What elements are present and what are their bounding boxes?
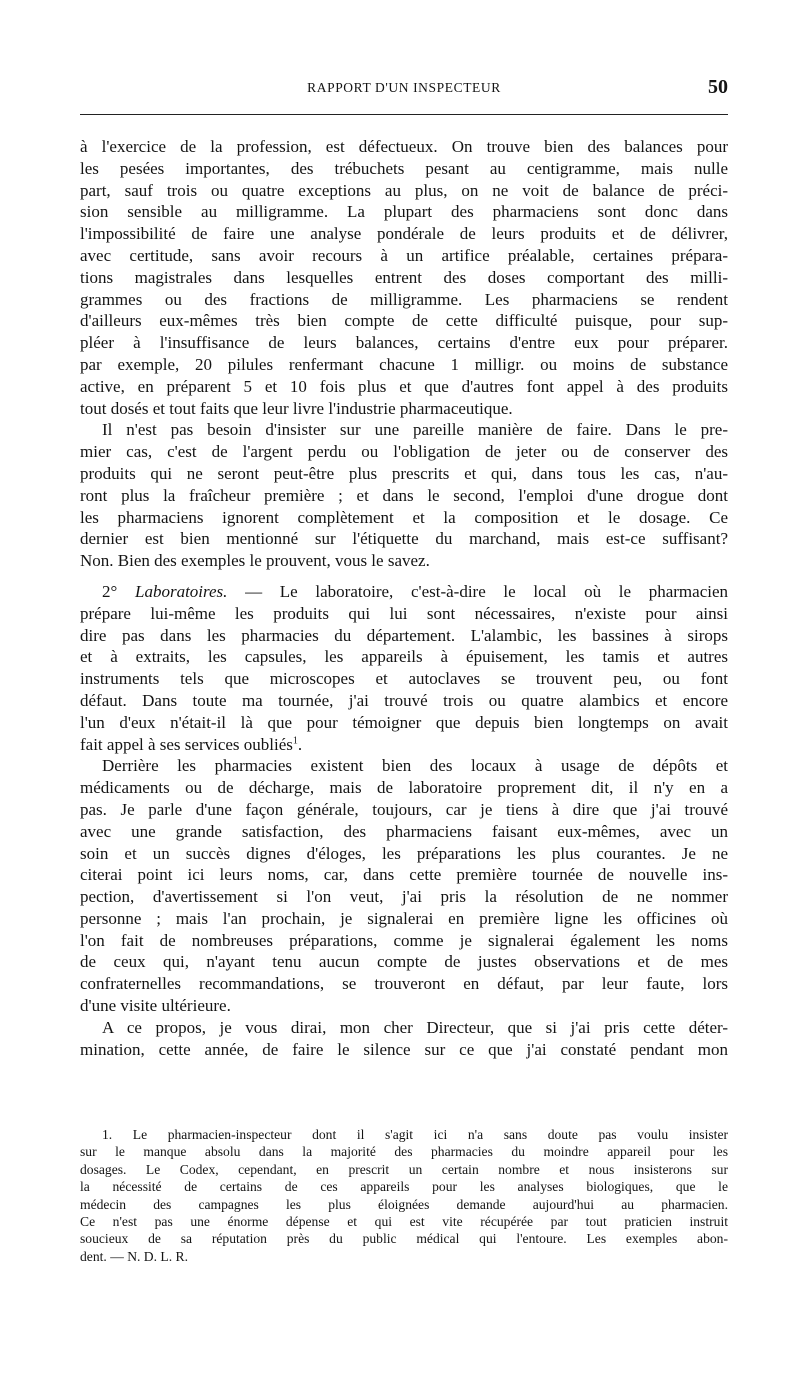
text-line: médicaments ou de décharge, mais de laboratoire proprement dit, il n'y en a (80, 778, 728, 798)
paragraph-directeur (80, 1017, 728, 1061)
footnote-line: la nécessité de certains de ces appareils pour les analyses biologiques, que le (80, 1179, 728, 1195)
running-title: RAPPORT D'UN INSPECTEUR (307, 80, 501, 95)
text-line: d'ailleurs eux-mêmes très bien compte de cette difficulté puisque, pour sup- (80, 311, 728, 331)
footnote-line: soucieux de sa réputation près du public médical qui l'entoure. Les exemples abon- (80, 1231, 728, 1247)
text-line: avec certitude, sans avoir recours à un artifice préalable, certaines prépara- (80, 245, 728, 265)
paragraph-locaux (80, 755, 728, 1017)
text-fragment: . (297, 734, 303, 754)
footnote (80, 1126, 728, 1265)
text-line: par exemple, 20 pilules renfermant chacune 1 milligr. ou moins de substance (80, 354, 728, 374)
page-header (80, 76, 728, 108)
section-laboratoires (80, 581, 728, 755)
text-line: pléer à l'insuffisance de leurs balances, certains d'entre eux pour préparer. (80, 333, 728, 353)
text-line: l'un d'eux n'était-il là que pour témoigner que depuis bien longtemps on avait (80, 712, 728, 732)
text-line: A ce propos, je vous dirai, mon cher Directeur, que si j'ai pris cette déter- (102, 1017, 728, 1037)
text-line: dernier est bien mentionné sur l'étiquette du marchand, mais est-ce suffisant? (80, 529, 728, 549)
footnote-line: Ce n'est pas une énorme dépense et qui est vite récupérée par tout praticien instruit (80, 1214, 728, 1230)
text-line: pection, d'avertissement si l'on veut, j'ai pris la résolution de ne nommer (80, 887, 728, 907)
header-rule (80, 114, 728, 115)
text-line: dire pas dans les pharmacies du département. L'alambic, les bassines à sirops (80, 625, 728, 645)
section-title: Laboratoires. (135, 581, 228, 601)
footnote-line: 1. Le pharmacien-inspecteur dont il s'agit ici n'a sans doute pas voulu insister (102, 1127, 728, 1142)
text-line: mier cas, c'est de l'argent perdu ou l'obligation de jeter ou de conserver des (80, 442, 728, 462)
text-line: de ceux qui, n'ayant tenu aucun compte de justes observations et de mes (80, 952, 728, 972)
text-line: confraternelles recommandations, se trouveront en défaut, par leur faute, lors (80, 974, 728, 994)
footnote-line: médecin des campagnes les plus éloignées demande aujourd'hui au pharmacien. (80, 1196, 728, 1212)
text-line-with-footnote (80, 734, 728, 756)
footnote-line: sur le manque absolu dans la majorité des pharmacies du moindre appareil pour les (80, 1144, 728, 1160)
text-line: mination, cette année, de faire le silence sur ce que j'ai constaté pendant mon (80, 1039, 728, 1059)
text-line: prépare lui-même les produits qui lui sont nécessaires, n'existe pour ainsi (80, 603, 728, 623)
text-line: et à extraits, les capsules, les appareils à épuisement, les tamis et autres (80, 647, 728, 667)
page-number: 50 (708, 76, 728, 98)
text-fragment: fait appel à ses services oubliés (80, 734, 293, 754)
text-line: l'impossibilité de faire une analyse pondérale de leurs produits et de délivrer, (80, 224, 728, 244)
text-line: produits qui ne seront peut-être plus prescrits et qui, dans tous les cas, n'au- (80, 463, 728, 483)
text-line: personne ; mais l'an prochain, je signalerai en première ligne les officines où (80, 908, 728, 928)
text-line: l'on fait de nombreuses préparations, comme je signalerai également les noms (80, 930, 728, 950)
footnote-mark: 1 (292, 734, 298, 746)
text-line: tout dosés et tout faits que leur livre l'industrie pharmaceutique. (80, 398, 513, 418)
footnote-line: dosages. Le Codex, cependant, en prescrit un certain nombre et nous insisterons sur (80, 1161, 728, 1177)
text-line: soin et un succès dignes d'éloges, les préparations les plus courantes. Je ne (80, 843, 728, 863)
text-line: pas. Je parle d'une façon générale, toujours, car je tiens à dire que j'ai trouvé (80, 799, 728, 819)
text-line: grammes ou des fractions de milligramme. Les pharmaciens se rendent (80, 289, 728, 309)
paragraph-maniere (80, 419, 728, 572)
text-line: Il n'est pas besoin d'insister sur une pareille manière de faire. Dans le pre- (102, 420, 728, 440)
text-line: les pharmaciens ignorent complètement et la composition et le dosage. Ce (80, 507, 728, 527)
paragraph-balances (80, 136, 728, 419)
text-line: citerai point ici leurs noms, car, dans cette première tournée de nouvelle ins- (80, 865, 728, 885)
text-line: avec une grande satisfaction, des pharmaciens faisant eux-mêmes, avec un (80, 821, 728, 841)
text-line: les pesées importantes, des trébuchets pesant au centigramme, mais nulle (80, 158, 728, 178)
text-line: ront plus la fraîcheur première ; et dans le second, l'emploi d'une drogue dont (80, 485, 728, 505)
section-first-line (80, 581, 728, 603)
section-number: 2° (102, 581, 118, 601)
text-line: défaut. Dans toute ma tournée, j'ai trouvé trois ou quatre alambics et encore (80, 690, 728, 710)
text-line: sion sensible au milligramme. La plupart des pharmaciens sont donc dans (80, 202, 728, 222)
section-first-line-text: — Le laboratoire, c'est-à-dire le local où le pharmacien (245, 581, 729, 601)
text-line: active, en préparent 5 et 10 fois plus et que d'autres font appel à des produits (80, 376, 728, 396)
text-line: instruments tels que microscopes et autoclaves se trouvent peu, ou font (80, 669, 728, 689)
text-line: Non. Bien des exemples le prouvent, vous le savez. (80, 551, 430, 571)
body-text (80, 136, 728, 1060)
text-line: à l'exercice de la profession, est défectueux. On trouve bien des balances pour (80, 137, 728, 156)
text-line: tions magistrales dans lesquelles entrent des doses comportant des milli- (80, 267, 728, 287)
section-gap (80, 572, 728, 581)
text-line: Derrière les pharmacies existent bien des locaux à usage de dépôts et (102, 756, 728, 776)
text-line: part, sauf trois ou quatre exceptions au plus, on ne voit de balance de préci- (80, 180, 728, 200)
footnote-line: dent. — N. D. L. R. (80, 1248, 188, 1264)
text-line: d'une visite ultérieure. (80, 996, 231, 1016)
